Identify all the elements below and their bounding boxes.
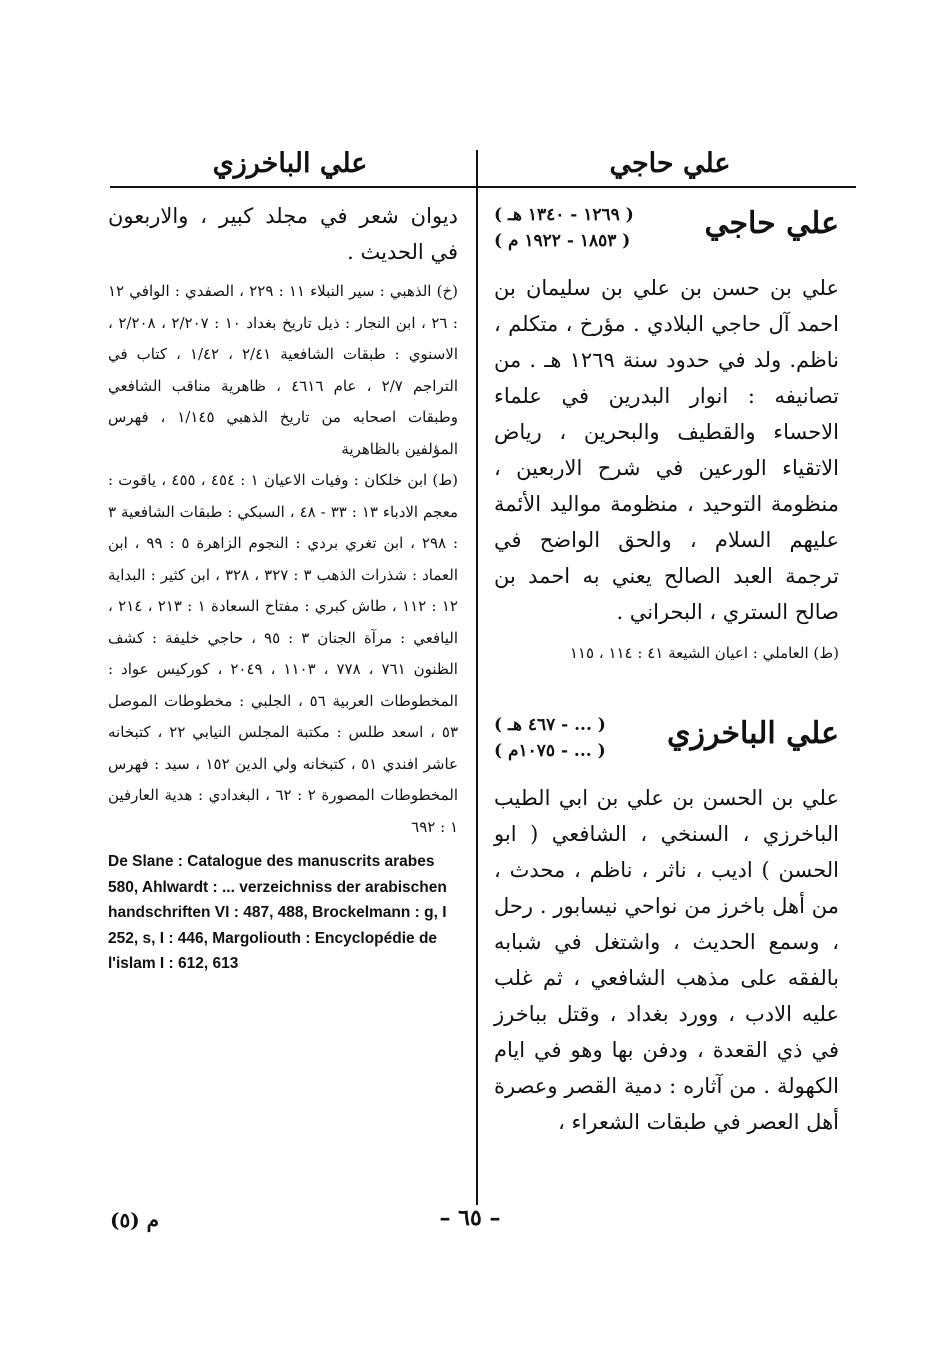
signature-mark: م (٥) bbox=[110, 1208, 160, 1232]
right-column-header: علي حاجي bbox=[609, 148, 731, 179]
latin-references: De Slane : Catalogue des manuscrits arabes 580, Ahlwardt : ... verzeichniss der arabischen handschriften VI : 487, 488, Brockelmann : g, I 252, s, I : 446, Margoliouth : Encyclopédie de l'islam I : 612, 613 bbox=[108, 853, 447, 972]
entry-name: علي حاجي bbox=[704, 206, 839, 241]
column-divider bbox=[476, 150, 478, 1205]
page-number: – ٦٥ – bbox=[439, 1205, 501, 1231]
entry-name: علي الباخرزي bbox=[666, 715, 839, 751]
entry-body: علي بن حسن بن علي بن سليمان بن احمد آل حاجي البلادي . مؤرخ ، متكلم ، ناظم. ولد في حدود سنة ١٢٦٩ هـ . من تصانيفه : انوار البدرين في علماء الاحساء والقطيف والبحرين ، رياض الاتقياء الورعين في شرح الاربعين ، منظومة التوحيد ، منظومة مواليد الأئمة عليهم السلام ، والحق الواضح في ترجمة العبد الصالح يعني به احمد بن صالح الستري ، البحراني . bbox=[494, 276, 839, 624]
sources-manuscripts: (خ) الذهبي : سير النبلاء ١١ : ٢٢٩ ، الصفدي : الوافي ١٢ : ٢٦ ، ابن النجار : ذيل تاريخ بغداد ١٠ : ٢/٢٠٧ ، ٢/٢٠٨ ، الاسنوي : طبقات الشافعية ٢/٤١ ، ١/٤٢ ، كتاب في التراجم ٢/٧ ، عام ٤٦١٦ ، ظاهرية مناقب الشافعي وطبقات اصحابه من تاريخ الذهبي ١/١٤٥ ، فهرس المؤلفين بالظاهرية bbox=[108, 282, 459, 458]
dates-hijri: ( ١٢٦٩ - ١٣٤٠ هـ ) bbox=[494, 205, 634, 225]
entry-heading bbox=[494, 710, 839, 780]
sources-printed: (ط) ابن خلكان : وفيات الاعيان ١ : ٤٥٤ ، ٤٥٥ ، ياقوت : معجم الادباء ١٣ : ٣٣ - ٤٨ ، السبكي : طبقات الشافعية ٣ : ٢٩٨ ، ابن تغري بردي : النجوم الزاهرة ٥ : ٩٩ ، ابن العماد : شذرات الذهب ٣ : ٣٢٧ ، ٣٢٨ ، ابن كثير : البداية ١٢ : ١١٢ ، طاش كبري : مفتاح السعادة ١ : ٢١٣ ، ٢١٤ ، اليافعي : مرآة الجنان ٣ : ٩٥ ، حاجي خليفة : كشف الظنون ٧٦١ ، ٧٧٨ ، ١١٠٣ ، ٢٠٤٩ ، كوركيس عواد : المخطوطات العربية ٥٦ ، الجلبي : مخطوطات الموصل ٥٣ ، اسعد طلس : مكتبة المجلس النيابي ٢٢ ، كتبخانه عاشر افندي ٥١ ، كتبخانه ولي الدين ١٥٢ ، سيد : فهرس المخطوطات المصورة ٢ : ٦٢ ، البغدادي : هدية العارفين ١ : ٦٩٢ bbox=[108, 471, 459, 836]
entry-body: علي بن الحسن بن علي بن ابي الطيب الباخرزي ، السنخي ، الشافعي ( ابو الحسن ) اديب ، ناثر ، ناظم ، محدث ، من أهل باخرز من نواحي نيسابور . رحل ، وسمع الحديث ، واشتغل في شبابه بالفقه على مذهب الشافعي ، ثم غلب عليه الادب ، وورد بغداد ، وقتل بباخرز في ذي القعدة ، ودفن بها وهو في ايام الكهولة . من آثاره : دمية القصر وعصرة أهل العصر في طبقات الشعراء ، bbox=[494, 785, 839, 1134]
entry-continuation: ديوان شعر في مجلد كبير ، والاربعون في الحديث . bbox=[108, 204, 458, 264]
left-column bbox=[108, 198, 458, 977]
entry-sources: (ط) العاملي : اعيان الشيعة ٤١ : ١١٤ ، ١١٥ bbox=[569, 644, 839, 662]
entry-dates bbox=[494, 712, 606, 764]
dates-hijri: ( ... - ٤٦٧ هـ ) bbox=[494, 714, 606, 735]
dates-gregorian: ( ١٨٥٣ - ١٩٢٢ م ) bbox=[494, 231, 631, 251]
right-column bbox=[494, 200, 839, 1140]
left-column-header: علي الباخرزي bbox=[212, 148, 368, 179]
dates-gregorian: ( ... - ١٠٧٥م ) bbox=[494, 740, 606, 761]
entry-spacer bbox=[494, 670, 839, 710]
entry-dates bbox=[494, 202, 634, 254]
entry-heading bbox=[494, 200, 839, 270]
header-rule bbox=[110, 186, 856, 188]
